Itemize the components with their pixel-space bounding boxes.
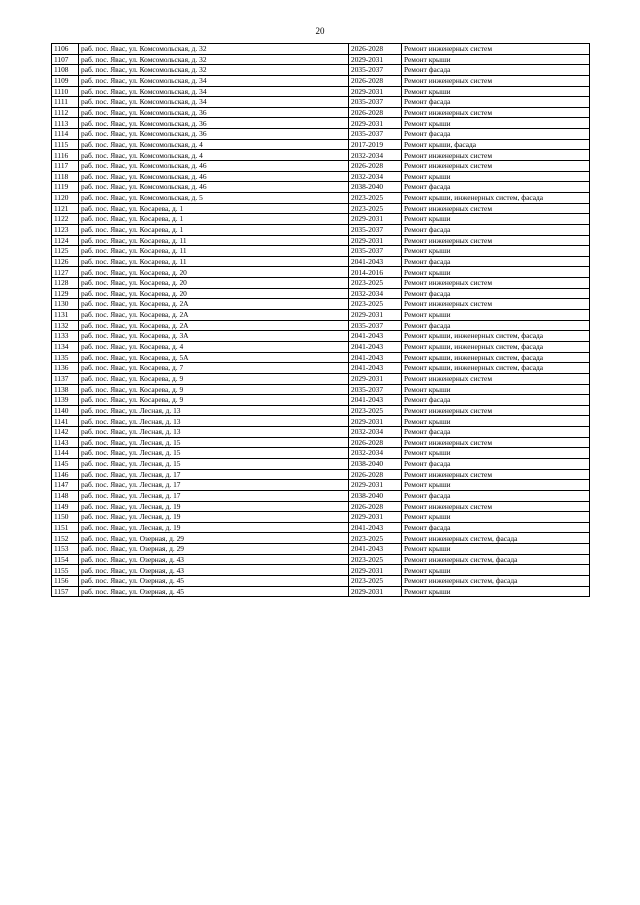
row-number-cell: 1149 bbox=[52, 501, 79, 512]
period-cell: 2026-2028 bbox=[349, 75, 402, 86]
period-cell: 2035-2037 bbox=[349, 224, 402, 235]
row-number-cell: 1110 bbox=[52, 86, 79, 97]
period-cell: 2029-2031 bbox=[349, 373, 402, 384]
work-type-cell: Ремонт крыши bbox=[402, 118, 590, 129]
period-cell: 2029-2031 bbox=[349, 416, 402, 427]
period-cell: 2029-2031 bbox=[349, 54, 402, 65]
work-type-cell: Ремонт инженерных систем, фасада bbox=[402, 533, 590, 544]
row-number-cell: 1156 bbox=[52, 576, 79, 587]
address-cell: раб. пос. Явас, ул. Лесная, д. 19 bbox=[79, 522, 349, 533]
table-row bbox=[52, 522, 590, 533]
row-number-cell: 1109 bbox=[52, 75, 79, 86]
address-cell: раб. пос. Явас, ул. Лесная, д. 15 bbox=[79, 437, 349, 448]
table-row bbox=[52, 150, 590, 161]
address-cell: раб. пос. Явас, ул. Комсомольская, д. 46 bbox=[79, 182, 349, 193]
table-row bbox=[52, 118, 590, 129]
work-type-cell: Ремонт фасада bbox=[402, 427, 590, 438]
address-cell: раб. пос. Явас, ул. Косарева, д. 11 bbox=[79, 256, 349, 267]
table-row bbox=[52, 384, 590, 395]
table-row bbox=[52, 310, 590, 321]
row-number-cell: 1153 bbox=[52, 544, 79, 555]
row-number-cell: 1118 bbox=[52, 171, 79, 182]
work-type-cell: Ремонт крыши bbox=[402, 384, 590, 395]
page-number: 20 bbox=[315, 26, 325, 36]
address-cell: раб. пос. Явас, ул. Комсомольская, д. 36 bbox=[79, 118, 349, 129]
table-row bbox=[52, 501, 590, 512]
period-cell: 2023-2025 bbox=[349, 203, 402, 214]
work-type-cell: Ремонт инженерных систем bbox=[402, 278, 590, 289]
work-type-cell: Ремонт инженерных систем bbox=[402, 44, 590, 55]
row-number-cell: 1122 bbox=[52, 214, 79, 225]
row-number-cell: 1114 bbox=[52, 129, 79, 140]
address-cell: раб. пос. Явас, ул. Косарева, д. 9 bbox=[79, 384, 349, 395]
row-number-cell: 1113 bbox=[52, 118, 79, 129]
table-row bbox=[52, 192, 590, 203]
table-row bbox=[52, 565, 590, 576]
address-cell: раб. пос. Явас, ул. Комсомольская, д. 4 bbox=[79, 150, 349, 161]
row-number-cell: 1117 bbox=[52, 161, 79, 172]
work-type-cell: Ремонт крыши, инженерных систем, фасада bbox=[402, 363, 590, 374]
row-number-cell: 1143 bbox=[52, 437, 79, 448]
address-cell: раб. пос. Явас, ул. Косарева, д. 1 bbox=[79, 224, 349, 235]
work-type-cell: Ремонт инженерных систем bbox=[402, 150, 590, 161]
row-number-cell: 1125 bbox=[52, 246, 79, 257]
address-cell: раб. пос. Явас, ул. Лесная, д. 19 bbox=[79, 512, 349, 523]
address-cell: раб. пос. Явас, ул. Комсомольская, д. 32 bbox=[79, 44, 349, 55]
table-row bbox=[52, 235, 590, 246]
work-type-cell: Ремонт инженерных систем bbox=[402, 161, 590, 172]
repair-schedule-table bbox=[51, 43, 590, 597]
row-number-cell: 1130 bbox=[52, 299, 79, 310]
work-type-cell: Ремонт инженерных систем bbox=[402, 437, 590, 448]
row-number-cell: 1146 bbox=[52, 469, 79, 480]
work-type-cell: Ремонт фасада bbox=[402, 458, 590, 469]
table-row bbox=[52, 246, 590, 257]
period-cell: 2032-2034 bbox=[349, 171, 402, 182]
work-type-cell: Ремонт крыши, инженерных систем, фасада bbox=[402, 192, 590, 203]
address-cell: раб. пос. Явас, ул. Комсомольская, д. 34 bbox=[79, 86, 349, 97]
row-number-cell: 1133 bbox=[52, 331, 79, 342]
table-row bbox=[52, 203, 590, 214]
address-cell: раб. пос. Явас, ул. Озерная, д. 45 bbox=[79, 586, 349, 597]
period-cell: 2038-2040 bbox=[349, 182, 402, 193]
period-cell: 2038-2040 bbox=[349, 490, 402, 501]
row-number-cell: 1136 bbox=[52, 363, 79, 374]
address-cell: раб. пос. Явас, ул. Косарева, д. 11 bbox=[79, 246, 349, 257]
period-cell: 2035-2037 bbox=[349, 129, 402, 140]
table-body bbox=[52, 44, 590, 597]
work-type-cell: Ремонт фасада bbox=[402, 97, 590, 108]
period-cell: 2032-2034 bbox=[349, 427, 402, 438]
period-cell: 2023-2025 bbox=[349, 192, 402, 203]
work-type-cell: Ремонт крыши bbox=[402, 214, 590, 225]
row-number-cell: 1137 bbox=[52, 373, 79, 384]
address-cell: раб. пос. Явас, ул. Лесная, д. 15 bbox=[79, 448, 349, 459]
table-row bbox=[52, 544, 590, 555]
period-cell: 2041-2043 bbox=[349, 522, 402, 533]
table-row bbox=[52, 288, 590, 299]
work-type-cell: Ремонт крыши bbox=[402, 512, 590, 523]
row-number-cell: 1145 bbox=[52, 458, 79, 469]
period-cell: 2029-2031 bbox=[349, 86, 402, 97]
work-type-cell: Ремонт крыши, инженерных систем, фасада bbox=[402, 341, 590, 352]
period-cell: 2026-2028 bbox=[349, 501, 402, 512]
address-cell: раб. пос. Явас, ул. Косарева, д. 9 bbox=[79, 395, 349, 406]
table-row bbox=[52, 448, 590, 459]
period-cell: 2035-2037 bbox=[349, 65, 402, 76]
table-row bbox=[52, 161, 590, 172]
table-row bbox=[52, 533, 590, 544]
period-cell: 2041-2043 bbox=[349, 341, 402, 352]
row-number-cell: 1140 bbox=[52, 405, 79, 416]
work-type-cell: Ремонт инженерных систем bbox=[402, 203, 590, 214]
address-cell: раб. пос. Явас, ул. Косарева, д. 2А bbox=[79, 299, 349, 310]
table-row bbox=[52, 331, 590, 342]
period-cell: 2035-2037 bbox=[349, 384, 402, 395]
row-number-cell: 1129 bbox=[52, 288, 79, 299]
address-cell: раб. пос. Явас, ул. Комсомольская, д. 32 bbox=[79, 65, 349, 76]
table-row bbox=[52, 129, 590, 140]
work-type-cell: Ремонт крыши bbox=[402, 267, 590, 278]
address-cell: раб. пос. Явас, ул. Озерная, д. 45 bbox=[79, 576, 349, 587]
work-type-cell: Ремонт крыши bbox=[402, 565, 590, 576]
table-row bbox=[52, 86, 590, 97]
row-number-cell: 1134 bbox=[52, 341, 79, 352]
table-row bbox=[52, 65, 590, 76]
period-cell: 2023-2025 bbox=[349, 533, 402, 544]
work-type-cell: Ремонт крыши bbox=[402, 54, 590, 65]
period-cell: 2041-2043 bbox=[349, 395, 402, 406]
address-cell: раб. пос. Явас, ул. Косарева, д. 4 bbox=[79, 341, 349, 352]
table-row bbox=[52, 107, 590, 118]
row-number-cell: 1107 bbox=[52, 54, 79, 65]
address-cell: раб. пос. Явас, ул. Комсомольская, д. 4 bbox=[79, 139, 349, 150]
period-cell: 2026-2028 bbox=[349, 437, 402, 448]
address-cell: раб. пос. Явас, ул. Косарева, д. 5А bbox=[79, 352, 349, 363]
work-type-cell: Ремонт инженерных систем bbox=[402, 107, 590, 118]
address-cell: раб. пос. Явас, ул. Лесная, д. 15 bbox=[79, 458, 349, 469]
work-type-cell: Ремонт крыши bbox=[402, 586, 590, 597]
address-cell: раб. пос. Явас, ул. Косарева, д. 1 bbox=[79, 214, 349, 225]
work-type-cell: Ремонт крыши, фасада bbox=[402, 139, 590, 150]
period-cell: 2041-2043 bbox=[349, 256, 402, 267]
table-row bbox=[52, 54, 590, 65]
work-type-cell: Ремонт крыши bbox=[402, 171, 590, 182]
table-row bbox=[52, 480, 590, 491]
row-number-cell: 1138 bbox=[52, 384, 79, 395]
period-cell: 2041-2043 bbox=[349, 352, 402, 363]
work-type-cell: Ремонт крыши bbox=[402, 544, 590, 555]
work-type-cell: Ремонт фасада bbox=[402, 256, 590, 267]
row-number-cell: 1141 bbox=[52, 416, 79, 427]
address-cell: раб. пос. Явас, ул. Косарева, д. 7 bbox=[79, 363, 349, 374]
row-number-cell: 1111 bbox=[52, 97, 79, 108]
row-number-cell: 1106 bbox=[52, 44, 79, 55]
period-cell: 2029-2031 bbox=[349, 586, 402, 597]
table-row bbox=[52, 320, 590, 331]
row-number-cell: 1108 bbox=[52, 65, 79, 76]
row-number-cell: 1150 bbox=[52, 512, 79, 523]
period-cell: 2029-2031 bbox=[349, 512, 402, 523]
address-cell: раб. пос. Явас, ул. Комсомольская, д. 36 bbox=[79, 129, 349, 140]
address-cell: раб. пос. Явас, ул. Косарева, д. 2А bbox=[79, 320, 349, 331]
row-number-cell: 1112 bbox=[52, 107, 79, 118]
period-cell: 2032-2034 bbox=[349, 448, 402, 459]
table-row bbox=[52, 512, 590, 523]
row-number-cell: 1116 bbox=[52, 150, 79, 161]
period-cell: 2026-2028 bbox=[349, 107, 402, 118]
table-row bbox=[52, 267, 590, 278]
row-number-cell: 1124 bbox=[52, 235, 79, 246]
address-cell: раб. пос. Явас, ул. Лесная, д. 17 bbox=[79, 490, 349, 501]
table-row bbox=[52, 278, 590, 289]
address-cell: раб. пос. Явас, ул. Косарева, д. 9 bbox=[79, 373, 349, 384]
table-row bbox=[52, 586, 590, 597]
address-cell: раб. пос. Явас, ул. Озерная, д. 29 bbox=[79, 544, 349, 555]
work-type-cell: Ремонт инженерных систем bbox=[402, 235, 590, 246]
period-cell: 2029-2031 bbox=[349, 310, 402, 321]
row-number-cell: 1142 bbox=[52, 427, 79, 438]
period-cell: 2017-2019 bbox=[349, 139, 402, 150]
address-cell: раб. пос. Явас, ул. Комсомольская, д. 34 bbox=[79, 75, 349, 86]
period-cell: 2029-2031 bbox=[349, 214, 402, 225]
table-row bbox=[52, 458, 590, 469]
period-cell: 2023-2025 bbox=[349, 576, 402, 587]
table-row bbox=[52, 554, 590, 565]
table-row bbox=[52, 427, 590, 438]
address-cell: раб. пос. Явас, ул. Лесная, д. 13 bbox=[79, 405, 349, 416]
row-number-cell: 1148 bbox=[52, 490, 79, 501]
work-type-cell: Ремонт инженерных систем bbox=[402, 405, 590, 416]
work-type-cell: Ремонт фасада bbox=[402, 224, 590, 235]
table-row bbox=[52, 214, 590, 225]
work-type-cell: Ремонт инженерных систем bbox=[402, 299, 590, 310]
table-row bbox=[52, 139, 590, 150]
address-cell: раб. пос. Явас, ул. Лесная, д. 13 bbox=[79, 427, 349, 438]
address-cell: раб. пос. Явас, ул. Комсомольская, д. 46 bbox=[79, 171, 349, 182]
work-type-cell: Ремонт инженерных систем bbox=[402, 469, 590, 480]
work-type-cell: Ремонт инженерных систем, фасада bbox=[402, 554, 590, 565]
work-type-cell: Ремонт крыши bbox=[402, 480, 590, 491]
period-cell: 2032-2034 bbox=[349, 150, 402, 161]
period-cell: 2023-2025 bbox=[349, 405, 402, 416]
address-cell: раб. пос. Явас, ул. Косарева, д. 3А bbox=[79, 331, 349, 342]
period-cell: 2035-2037 bbox=[349, 246, 402, 257]
address-cell: раб. пос. Явас, ул. Косарева, д. 1 bbox=[79, 203, 349, 214]
table-row bbox=[52, 416, 590, 427]
period-cell: 2029-2031 bbox=[349, 480, 402, 491]
row-number-cell: 1120 bbox=[52, 192, 79, 203]
row-number-cell: 1144 bbox=[52, 448, 79, 459]
period-cell: 2023-2025 bbox=[349, 554, 402, 565]
address-cell: раб. пос. Явас, ул. Озерная, д. 43 bbox=[79, 565, 349, 576]
row-number-cell: 1119 bbox=[52, 182, 79, 193]
row-number-cell: 1147 bbox=[52, 480, 79, 491]
work-type-cell: Ремонт крыши bbox=[402, 310, 590, 321]
address-cell: раб. пос. Явас, ул. Комсомольская, д. 5 bbox=[79, 192, 349, 203]
address-cell: раб. пос. Явас, ул. Комсомольская, д. 34 bbox=[79, 97, 349, 108]
work-type-cell: Ремонт инженерных систем, фасада bbox=[402, 576, 590, 587]
work-type-cell: Ремонт крыши bbox=[402, 416, 590, 427]
period-cell: 2026-2028 bbox=[349, 44, 402, 55]
period-cell: 2035-2037 bbox=[349, 97, 402, 108]
row-number-cell: 1115 bbox=[52, 139, 79, 150]
work-type-cell: Ремонт крыши bbox=[402, 448, 590, 459]
work-type-cell: Ремонт фасада bbox=[402, 182, 590, 193]
table-row bbox=[52, 395, 590, 406]
table-row bbox=[52, 75, 590, 86]
address-cell: раб. пос. Явас, ул. Лесная, д. 17 bbox=[79, 469, 349, 480]
period-cell: 2023-2025 bbox=[349, 299, 402, 310]
row-number-cell: 1139 bbox=[52, 395, 79, 406]
row-number-cell: 1135 bbox=[52, 352, 79, 363]
period-cell: 2029-2031 bbox=[349, 565, 402, 576]
address-cell: раб. пос. Явас, ул. Комсомольская, д. 32 bbox=[79, 54, 349, 65]
table-row bbox=[52, 576, 590, 587]
work-type-cell: Ремонт крыши, инженерных систем, фасада bbox=[402, 352, 590, 363]
work-type-cell: Ремонт фасада bbox=[402, 320, 590, 331]
work-type-cell: Ремонт крыши bbox=[402, 246, 590, 257]
address-cell: раб. пос. Явас, ул. Косарева, д. 11 bbox=[79, 235, 349, 246]
table-row bbox=[52, 171, 590, 182]
address-cell: раб. пос. Явас, ул. Комсомольская, д. 36 bbox=[79, 107, 349, 118]
work-type-cell: Ремонт инженерных систем bbox=[402, 75, 590, 86]
work-type-cell: Ремонт фасада bbox=[402, 395, 590, 406]
work-type-cell: Ремонт фасада bbox=[402, 65, 590, 76]
period-cell: 2029-2031 bbox=[349, 235, 402, 246]
row-number-cell: 1154 bbox=[52, 554, 79, 565]
row-number-cell: 1155 bbox=[52, 565, 79, 576]
row-number-cell: 1152 bbox=[52, 533, 79, 544]
period-cell: 2032-2034 bbox=[349, 288, 402, 299]
period-cell: 2026-2028 bbox=[349, 161, 402, 172]
work-type-cell: Ремонт инженерных систем bbox=[402, 501, 590, 512]
period-cell: 2041-2043 bbox=[349, 331, 402, 342]
work-type-cell: Ремонт фасада bbox=[402, 129, 590, 140]
table-row bbox=[52, 363, 590, 374]
address-cell: раб. пос. Явас, ул. Косарева, д. 2А bbox=[79, 310, 349, 321]
period-cell: 2038-2040 bbox=[349, 458, 402, 469]
table-row bbox=[52, 224, 590, 235]
table-row bbox=[52, 44, 590, 55]
address-cell: раб. пос. Явас, ул. Лесная, д. 17 bbox=[79, 480, 349, 491]
table-row bbox=[52, 373, 590, 384]
row-number-cell: 1126 bbox=[52, 256, 79, 267]
table-row bbox=[52, 299, 590, 310]
table-row bbox=[52, 490, 590, 501]
row-number-cell: 1151 bbox=[52, 522, 79, 533]
row-number-cell: 1121 bbox=[52, 203, 79, 214]
work-type-cell: Ремонт инженерных систем bbox=[402, 373, 590, 384]
row-number-cell: 1123 bbox=[52, 224, 79, 235]
period-cell: 2041-2043 bbox=[349, 363, 402, 374]
address-cell: раб. пос. Явас, ул. Озерная, д. 43 bbox=[79, 554, 349, 565]
row-number-cell: 1157 bbox=[52, 586, 79, 597]
work-type-cell: Ремонт фасада bbox=[402, 522, 590, 533]
period-cell: 2029-2031 bbox=[349, 118, 402, 129]
period-cell: 2041-2043 bbox=[349, 544, 402, 555]
address-cell: раб. пос. Явас, ул. Лесная, д. 19 bbox=[79, 501, 349, 512]
address-cell: раб. пос. Явас, ул. Косарева, д. 20 bbox=[79, 278, 349, 289]
period-cell: 2035-2037 bbox=[349, 320, 402, 331]
row-number-cell: 1132 bbox=[52, 320, 79, 331]
table-row bbox=[52, 182, 590, 193]
work-type-cell: Ремонт крыши bbox=[402, 86, 590, 97]
work-type-cell: Ремонт фасада bbox=[402, 490, 590, 501]
row-number-cell: 1127 bbox=[52, 267, 79, 278]
period-cell: 2026-2028 bbox=[349, 469, 402, 480]
row-number-cell: 1131 bbox=[52, 310, 79, 321]
period-cell: 2014-2016 bbox=[349, 267, 402, 278]
table-row bbox=[52, 469, 590, 480]
table-row bbox=[52, 97, 590, 108]
address-cell: раб. пос. Явас, ул. Лесная, д. 13 bbox=[79, 416, 349, 427]
table-row bbox=[52, 341, 590, 352]
row-number-cell: 1128 bbox=[52, 278, 79, 289]
period-cell: 2023-2025 bbox=[349, 278, 402, 289]
address-cell: раб. пос. Явас, ул. Косарева, д. 20 bbox=[79, 267, 349, 278]
table-row bbox=[52, 437, 590, 448]
address-cell: раб. пос. Явас, ул. Комсомольская, д. 46 bbox=[79, 161, 349, 172]
table-row bbox=[52, 352, 590, 363]
work-type-cell: Ремонт фасада bbox=[402, 288, 590, 299]
table-row bbox=[52, 256, 590, 267]
address-cell: раб. пос. Явас, ул. Косарева, д. 20 bbox=[79, 288, 349, 299]
address-cell: раб. пос. Явас, ул. Озерная, д. 29 bbox=[79, 533, 349, 544]
work-type-cell: Ремонт крыши, инженерных систем, фасада bbox=[402, 331, 590, 342]
table-row bbox=[52, 405, 590, 416]
